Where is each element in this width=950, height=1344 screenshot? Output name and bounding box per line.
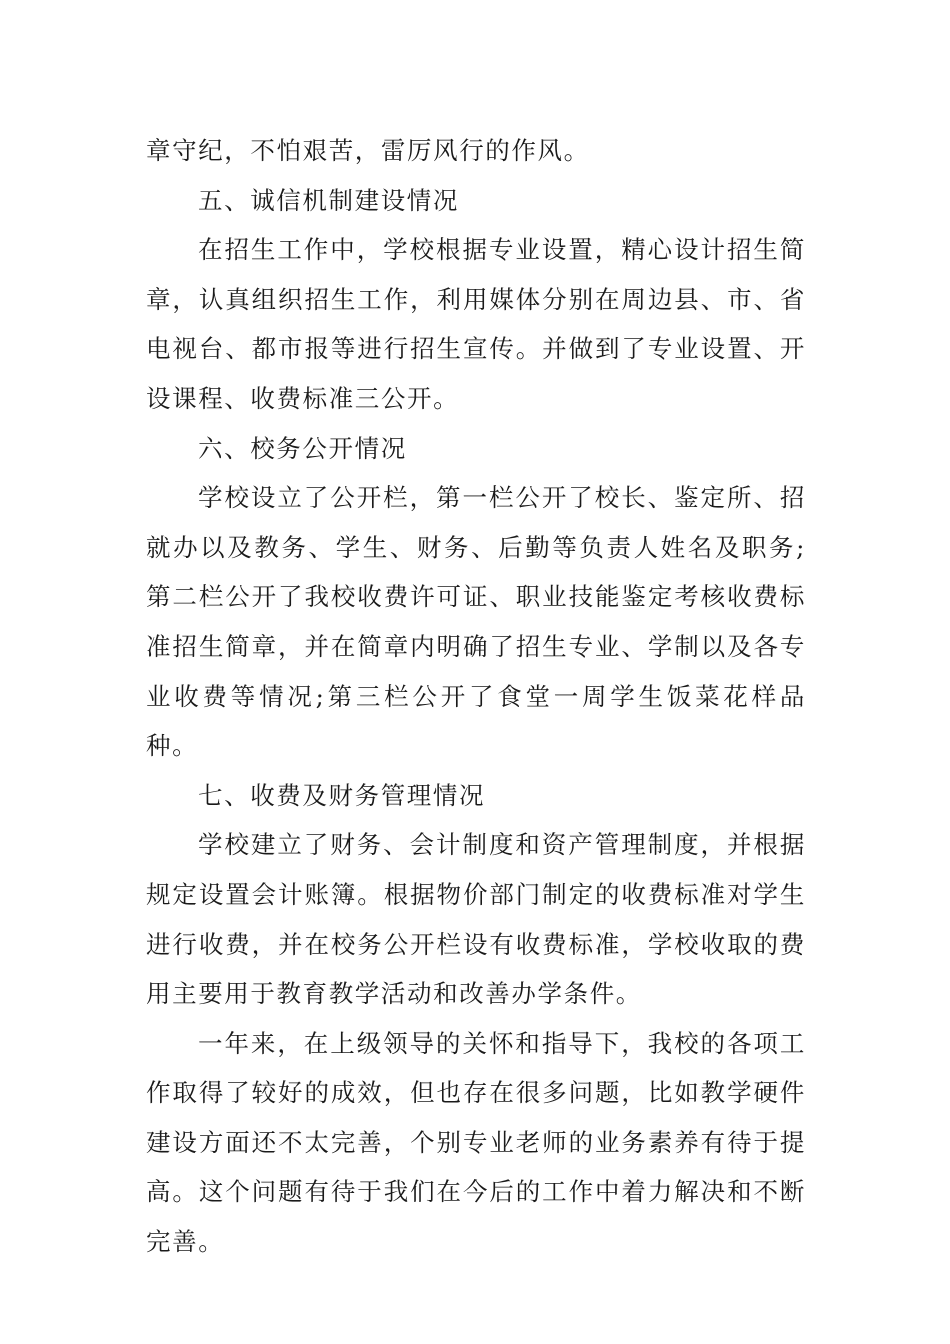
paragraph-finance: 学校建立了财务、会计制度和资产管理制度，并根据规定设置会计账簿。根据物价部门制定的收费标准对学生进行收费，并在校务公开栏设有收费标准，学校收取的费用主要用于教育教学活动和改善办学条件。 [146,830,806,1009]
section-heading-integrity: 五、诚信机制建设情况 [198,185,459,215]
section-heading-finance: 七、收费及财务管理情况 [198,780,486,810]
paragraph-continuation: 章守纪，不怕艰苦，雷厉风行的作风。 [146,136,590,165]
document-body [146,126,806,1267]
paragraph-bulletin-board: 学校设立了公开栏，第一栏公开了校长、鉴定所、招就办以及教务、学生、财务、后勤等负责人姓名及职务;第二栏公开了我校收费许可证、职业技能鉴定考核收费标准招生简章，并在简章内明确了招生专业、学制以及各专业收费等情况;第三栏公开了食堂一周学生饭菜花样品种。 [146,483,806,761]
paragraph-summary: 一年来，在上级领导的关怀和指导下，我校的各项工作取得了较好的成效，但也存在很多问题，比如教学硬件建设方面还不太完善，个别专业老师的业务素养有待于提高。这个问题有待于我们在今后的工作中着力解决和不断完善。 [146,1028,806,1257]
section-heading-school-affairs: 六、校务公开情况 [198,433,407,463]
paragraph-enrollment: 在招生工作中，学校根据专业设置，精心设计招生简章，认真组织招生工作，利用媒体分别在周边县、市、省电视台、都市报等进行招生宣传。并做到了专业设置、开设课程、收费标准三公开。 [146,235,806,413]
